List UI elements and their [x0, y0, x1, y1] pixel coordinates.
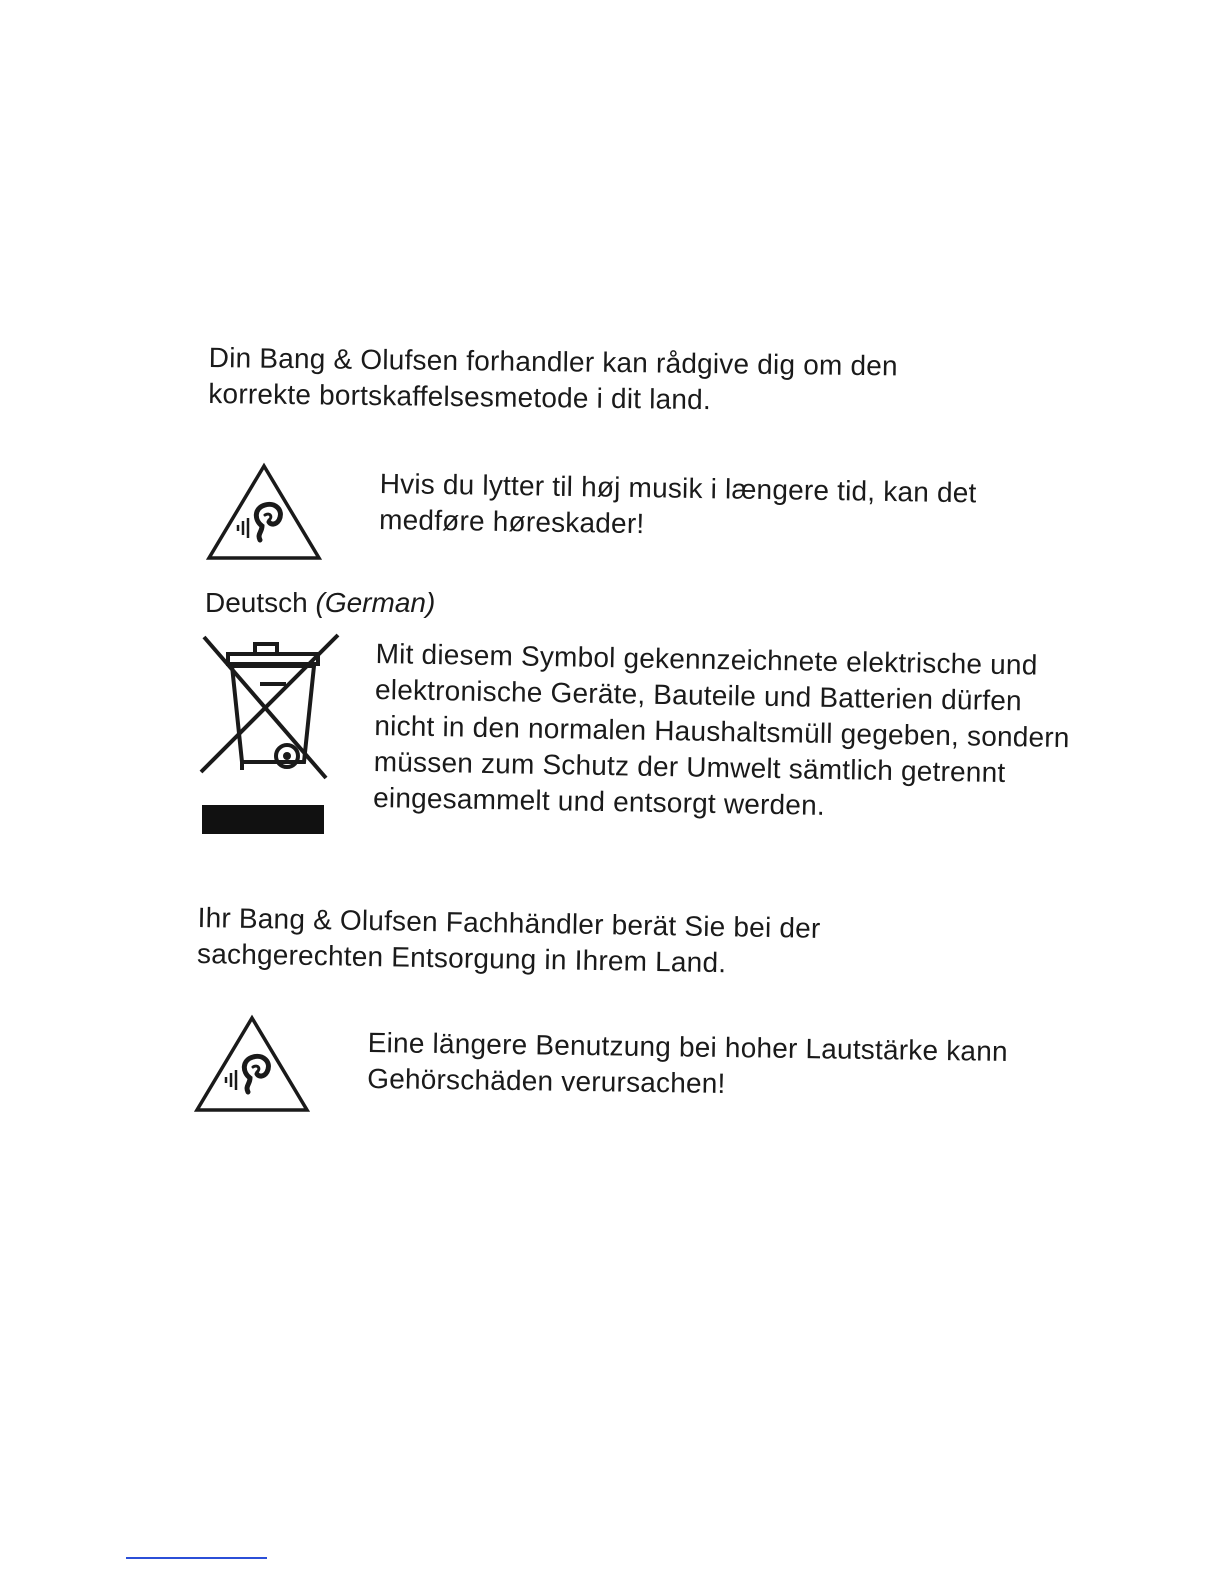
heading-language: Deutsch [205, 587, 308, 618]
crossed-out-wheelie-bin-icon [198, 632, 344, 843]
hearing-warning-icon [205, 462, 323, 567]
german-hearing-warning: Eine längere Benutzung bei hoher Lautstärke kann Gehörschäden verursachen! [367, 1026, 1008, 1099]
german-dealer-text: Ihr Bang & Olufsen Fachhändler berät Sie bei der sachgerechten Entsorgung in Ihrem Land. [196, 901, 821, 979]
danish-dealer-text: Din Bang & Olufsen forhandler kan rådgive dig om den korrekte bortskaffelsesmetode i dit land. [208, 341, 898, 416]
german-weee-text: Mit diesem Symbol gekennzeichnete elektrische und elektronische Geräte, Bauteile und Batterien dürfen nicht in den normalen Haushaltsmüll gegeben, sondern müssen zum Schutz der Umwelt sämtlich getrennt eingesammelt und entsorgt werden. [372, 637, 1070, 821]
footer-rule [126, 1557, 267, 1559]
hearing-warning-icon [193, 1014, 311, 1119]
section-heading-german [205, 587, 435, 619]
danish-hearing-warning: Hvis du lytter til høj musik i længere tid, kan det medføre høreskader! [378, 467, 977, 540]
heading-language-english: (German) [315, 587, 436, 618]
